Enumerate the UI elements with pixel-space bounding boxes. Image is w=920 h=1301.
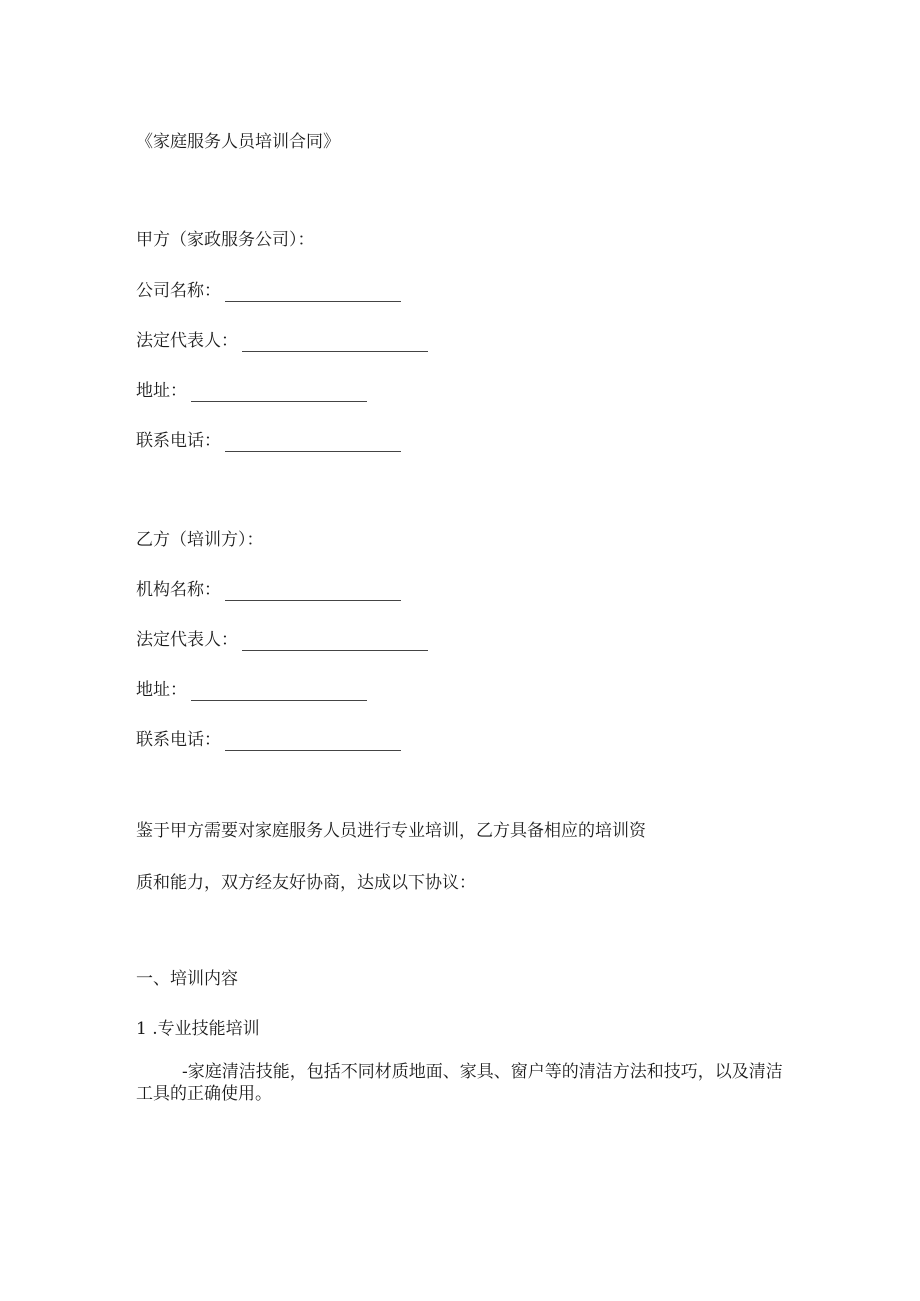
phone-blank[interactable] <box>225 437 401 452</box>
party-b-org-name-row <box>136 579 401 601</box>
party-a-phone-row <box>136 430 401 452</box>
field-label: 地址： <box>136 680 187 700</box>
legal-rep-blank[interactable] <box>242 337 428 352</box>
preamble-line-1: 鉴于甲方需要对家庭服务人员进行专业培训，乙方具备相应的培训资 <box>136 821 646 841</box>
document-title: 《家庭服务人员培训合同》 <box>136 132 340 152</box>
party-a-address-row <box>136 380 367 402</box>
company-name-blank[interactable] <box>225 287 401 302</box>
party-a-legal-rep-row <box>136 330 428 352</box>
field-label: 机构名称： <box>136 580 221 600</box>
party-a-heading: 甲方（家政服务公司）： <box>136 230 315 250</box>
subsection-heading: 1 .专业技能培训 <box>136 1019 260 1039</box>
field-label: 联系电话： <box>136 730 221 750</box>
org-name-blank[interactable] <box>225 586 401 601</box>
phone-blank[interactable] <box>225 736 401 751</box>
section-heading: 一、培训内容 <box>136 969 238 989</box>
field-label: 法定代表人： <box>136 331 238 351</box>
legal-rep-blank[interactable] <box>242 636 428 651</box>
field-label: 法定代表人： <box>136 630 238 650</box>
preamble-line-2: 质和能力，双方经友好协商，达成以下协议： <box>136 873 476 893</box>
address-blank[interactable] <box>191 686 367 701</box>
field-label: 公司名称： <box>136 281 221 301</box>
address-blank[interactable] <box>191 387 367 402</box>
party-b-legal-rep-row <box>136 629 428 651</box>
field-label: 地址： <box>136 381 187 401</box>
training-item: -家庭清洁技能，包括不同材质地面、家具、窗户等的清洁方法和技巧，以及清洁工具的正确使用。 <box>136 1062 783 1104</box>
party-b-heading: 乙方（培训方）： <box>136 530 264 550</box>
field-label: 联系电话： <box>136 431 221 451</box>
party-b-address-row <box>136 679 367 701</box>
party-a-company-name-row <box>136 280 401 302</box>
party-b-phone-row <box>136 729 401 751</box>
